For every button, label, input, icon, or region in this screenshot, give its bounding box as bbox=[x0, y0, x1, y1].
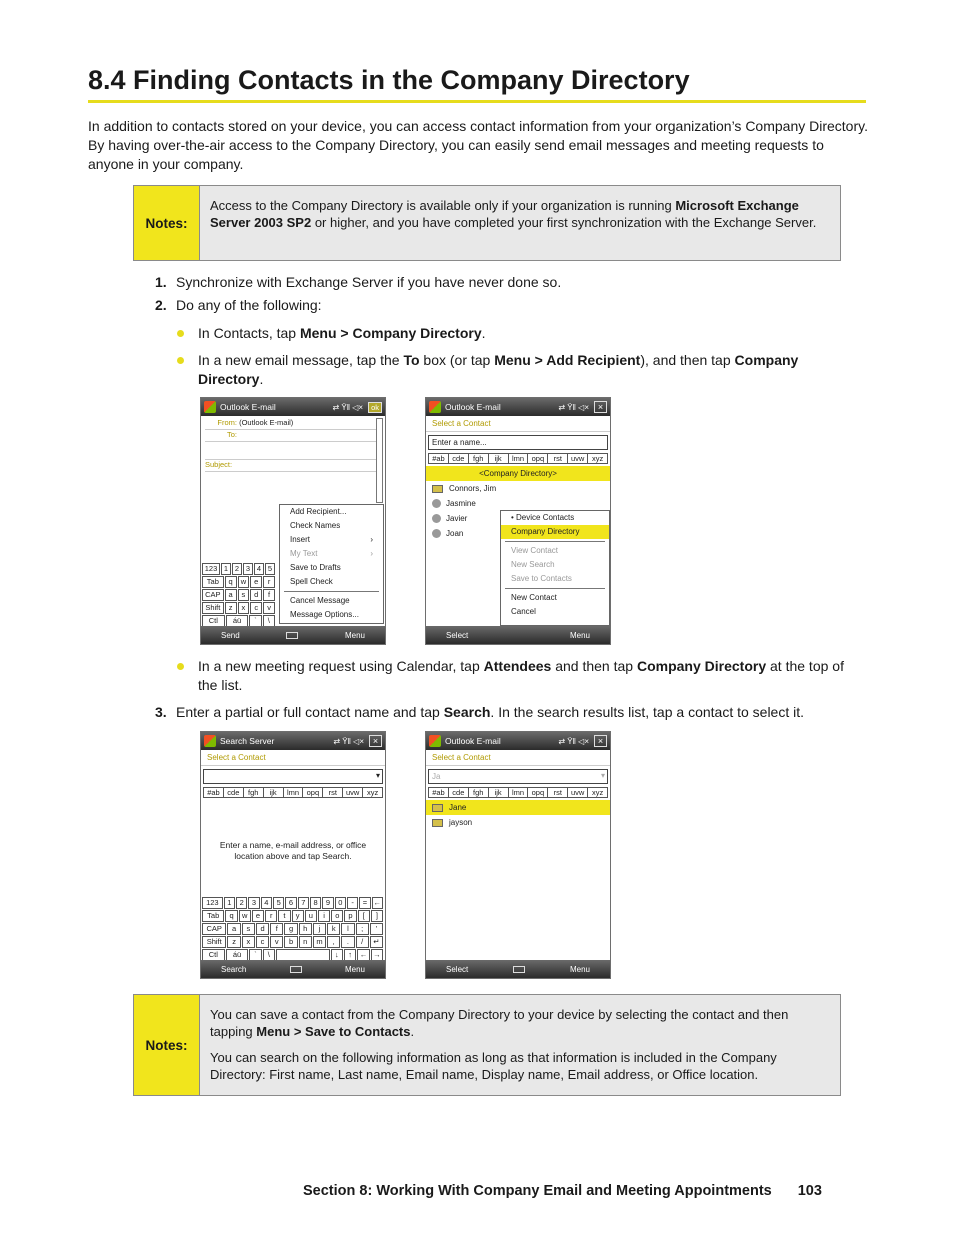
key[interactable]: 2 bbox=[236, 897, 247, 909]
key[interactable]: Shift bbox=[202, 602, 224, 614]
key[interactable]: \ bbox=[263, 949, 275, 961]
t9-key[interactable]: ijk bbox=[489, 788, 509, 797]
key[interactable]: 3 bbox=[248, 897, 259, 909]
t9-key[interactable]: cde bbox=[449, 454, 469, 463]
t9-key[interactable]: lmn bbox=[509, 454, 529, 463]
note-text-part: . bbox=[410, 1023, 415, 1039]
window-title: Outlook E-mail bbox=[445, 402, 501, 412]
key[interactable]: 1 bbox=[224, 897, 235, 909]
key[interactable]: s bbox=[238, 589, 250, 601]
bullet-dot bbox=[177, 357, 184, 364]
key[interactable]: s bbox=[242, 923, 255, 935]
t9-key[interactable]: xyz bbox=[366, 788, 379, 797]
intro-paragraph: In addition to contacts stored on your device, you can access contact information from your organization’s Company Directory. By having over-the-air access to the Company Directory, you can easily send email messages and meeting requests to anyone in your company. bbox=[88, 118, 868, 172]
context-menu bbox=[279, 504, 384, 624]
key[interactable]: Ctl bbox=[202, 949, 225, 961]
t9-key[interactable]: opq bbox=[528, 788, 548, 797]
key[interactable]: ` bbox=[249, 615, 261, 627]
t9-key[interactable]: ijk bbox=[264, 788, 284, 797]
key[interactable]: i bbox=[318, 910, 330, 922]
key[interactable]: 5 bbox=[265, 563, 275, 575]
key[interactable]: w bbox=[238, 576, 250, 588]
key[interactable]: z bbox=[225, 602, 237, 614]
soft-keyboard bbox=[201, 897, 385, 962]
subject-label: Subject: bbox=[205, 460, 233, 469]
title-bar bbox=[201, 398, 385, 416]
step-number: 1. bbox=[155, 274, 167, 290]
menu-item[interactable]: Cancel bbox=[511, 607, 536, 616]
key[interactable]: ← bbox=[357, 949, 369, 961]
menu-softkey[interactable]: Menu bbox=[344, 964, 365, 974]
search-server-input[interactable] bbox=[203, 769, 383, 784]
step-number: 3. bbox=[155, 704, 167, 720]
bullet-bold-text: Attendees bbox=[483, 658, 552, 674]
key[interactable]: 1 bbox=[221, 563, 231, 575]
search-query-input[interactable]: Ja ▾ bbox=[428, 769, 608, 784]
key[interactable]: y bbox=[292, 910, 304, 922]
status-icons: ⇄ Ÿ‖ ◁× bbox=[332, 402, 364, 412]
key[interactable]: q bbox=[225, 576, 237, 588]
t9-key[interactable]: lmn bbox=[284, 788, 304, 797]
contact-card-icon bbox=[432, 804, 443, 812]
key[interactable]: v bbox=[263, 602, 275, 614]
t9-key[interactable]: opq bbox=[303, 788, 323, 797]
t9-key[interactable]: fgh bbox=[244, 788, 264, 797]
menu-item[interactable]: Add Recipient... bbox=[290, 507, 347, 516]
list-item[interactable]: Jasmine bbox=[426, 496, 610, 511]
key[interactable]: k bbox=[327, 923, 340, 935]
close-icon[interactable]: × bbox=[369, 735, 382, 747]
t9-key[interactable]: uvw bbox=[568, 788, 588, 797]
bullet-bold-text: Menu > Company Directory bbox=[299, 325, 482, 341]
key[interactable]: j bbox=[313, 923, 326, 935]
soft-key-bar bbox=[426, 626, 610, 644]
key[interactable]: c bbox=[250, 602, 262, 614]
screenshot-search-results bbox=[425, 731, 611, 979]
bullet-text-part: at the top of the list. bbox=[198, 658, 844, 693]
status-icons: ⇄ Ÿ‖ ◁× bbox=[558, 736, 589, 746]
key[interactable]: a bbox=[227, 923, 240, 935]
key[interactable]: 8 bbox=[310, 897, 321, 909]
key[interactable]: Ctl bbox=[202, 615, 225, 627]
note-text bbox=[200, 995, 840, 1095]
screenshot-search-server bbox=[200, 731, 386, 979]
key[interactable]: ; bbox=[356, 923, 369, 935]
key[interactable]: c bbox=[256, 936, 269, 948]
note-box-1 bbox=[133, 185, 841, 261]
menu-item[interactable]: Spell Check bbox=[290, 577, 333, 586]
soft-key-bar bbox=[426, 960, 610, 978]
key[interactable]: áü bbox=[226, 949, 249, 961]
key[interactable]: 4 bbox=[254, 563, 264, 575]
from-value[interactable]: (Outlook E-mail) bbox=[239, 418, 294, 427]
t9-letter-bar bbox=[428, 453, 608, 464]
key[interactable]: x bbox=[238, 602, 250, 614]
menu-item[interactable]: New Contact bbox=[511, 593, 557, 602]
ok-button[interactable]: ok bbox=[368, 402, 382, 413]
key[interactable]: h bbox=[299, 923, 312, 935]
screenshot-compose-email bbox=[200, 397, 386, 645]
t9-letter-bar bbox=[428, 787, 608, 798]
t9-key[interactable]: #ab bbox=[429, 454, 449, 463]
bullet-dot bbox=[177, 330, 184, 337]
chevron-down-icon[interactable]: ▾ bbox=[600, 771, 605, 780]
t9-key[interactable]: rst bbox=[323, 788, 343, 797]
t9-letter-bar bbox=[203, 787, 383, 798]
step-number: 2. bbox=[155, 297, 167, 313]
t9-key[interactable]: rst bbox=[548, 454, 568, 463]
key[interactable]: r bbox=[263, 576, 275, 588]
bullet-1 bbox=[198, 324, 858, 343]
scrollbar[interactable] bbox=[376, 418, 383, 503]
bullet-text-part: . bbox=[259, 371, 264, 387]
status-icons: ⇄ Ÿ‖ ◁× bbox=[333, 736, 364, 746]
key[interactable]: CAP bbox=[202, 589, 224, 601]
bullet-bold-text: Company Directory bbox=[636, 658, 767, 674]
menu-item[interactable]: Check Names bbox=[290, 521, 341, 530]
chevron-right-icon: › bbox=[370, 549, 373, 558]
contact-person-icon bbox=[432, 499, 441, 508]
bullet-text-part: ), and then tap bbox=[640, 352, 735, 368]
key[interactable]: CAP bbox=[202, 923, 226, 935]
bullet-text-part: In a new meeting request using Calendar, tap bbox=[198, 658, 484, 674]
contact-card-icon bbox=[432, 485, 443, 493]
window-title: Outlook E-mail bbox=[445, 736, 501, 746]
key[interactable]: w bbox=[239, 910, 251, 922]
key[interactable]: ↓ bbox=[331, 949, 343, 961]
company-directory-row[interactable]: <Company Directory> bbox=[426, 466, 610, 481]
title-bar bbox=[426, 732, 610, 750]
key[interactable]: Shift bbox=[202, 936, 226, 948]
key[interactable]: n bbox=[299, 936, 312, 948]
key[interactable]: m bbox=[313, 936, 326, 948]
key[interactable]: ← bbox=[373, 898, 382, 907]
key[interactable]: ↑ bbox=[344, 949, 356, 961]
note-bold-text: Menu > Save to Contacts bbox=[256, 1023, 411, 1039]
key[interactable]: q bbox=[225, 910, 237, 922]
key[interactable]: 0 bbox=[335, 897, 346, 909]
soft-key-bar bbox=[201, 626, 385, 644]
list-item[interactable]: Connors, Jim bbox=[426, 481, 610, 496]
soft-key-bar bbox=[201, 960, 385, 978]
key[interactable]: z bbox=[227, 936, 240, 948]
status-icons: ⇄ Ÿ‖ ◁× bbox=[558, 402, 589, 412]
contact-person-icon bbox=[432, 529, 441, 538]
key[interactable]: a bbox=[225, 589, 237, 601]
key[interactable]: ] bbox=[371, 910, 383, 922]
t9-key[interactable]: uvw bbox=[343, 788, 363, 797]
page-number: 103 bbox=[797, 1183, 822, 1199]
bullet-icon: • bbox=[511, 513, 517, 522]
key[interactable]: g bbox=[284, 923, 297, 935]
t9-key[interactable]: ijk bbox=[489, 454, 509, 463]
menu-separator bbox=[505, 541, 605, 542]
list-item[interactable]: jayson bbox=[426, 815, 610, 830]
window-title: Outlook E-mail bbox=[220, 402, 276, 412]
key[interactable]: t bbox=[278, 910, 290, 922]
menu-softkey[interactable]: Menu bbox=[344, 630, 365, 640]
step-text: Do any of the following: bbox=[176, 297, 322, 313]
soft-keyboard bbox=[201, 563, 277, 628]
key[interactable]: Tab bbox=[202, 910, 224, 922]
key[interactable]: x bbox=[242, 936, 255, 948]
key[interactable]: 4 bbox=[261, 897, 272, 909]
windows-logo-icon bbox=[429, 735, 441, 747]
key[interactable]: Tab bbox=[202, 576, 224, 588]
key[interactable]: [ bbox=[358, 910, 370, 922]
bullet-bold-text: Company Directory bbox=[198, 352, 799, 387]
key[interactable]: 123 bbox=[202, 563, 220, 575]
key[interactable]: ` bbox=[249, 949, 261, 961]
menu-separator bbox=[505, 588, 605, 589]
menu-softkey[interactable]: Menu bbox=[569, 630, 590, 640]
screenshot-select-contact-menu bbox=[425, 397, 611, 645]
windows-logo-icon bbox=[204, 735, 216, 747]
list-item[interactable]: Joan bbox=[426, 526, 610, 541]
screen-header: Select a Contact bbox=[426, 416, 610, 432]
bullet-text-part: box (or tap bbox=[419, 352, 495, 368]
t9-key[interactable]: xyz bbox=[591, 788, 604, 797]
t9-key[interactable]: xyz bbox=[591, 454, 604, 463]
window-title: Search Server bbox=[220, 736, 275, 746]
t9-key[interactable]: rst bbox=[548, 788, 568, 797]
bullet-bold-text: To bbox=[403, 352, 420, 368]
menu-item[interactable]: My Text › bbox=[290, 549, 373, 558]
key[interactable]: e bbox=[250, 576, 262, 588]
bullet-text-part: In a new email message, tap the bbox=[198, 352, 404, 368]
bullet-bold-text: Menu > Add Recipient bbox=[494, 352, 641, 368]
page-title: 8.4 Finding Contacts in the Company Directory bbox=[88, 62, 866, 103]
key[interactable]: l bbox=[341, 923, 354, 935]
note-text bbox=[200, 186, 840, 260]
key[interactable]: / bbox=[356, 936, 369, 948]
key[interactable]: d bbox=[256, 923, 269, 935]
context-menu bbox=[500, 510, 610, 626]
close-icon[interactable]: × bbox=[594, 401, 607, 413]
key[interactable]: o bbox=[331, 910, 343, 922]
menu-item[interactable]: Insert › bbox=[290, 535, 373, 544]
bullet-dot bbox=[177, 663, 184, 670]
bullet-3 bbox=[198, 657, 858, 695]
key[interactable]: 123 bbox=[202, 897, 223, 909]
select-softkey[interactable]: Select bbox=[446, 964, 469, 974]
key[interactable]: 5 bbox=[273, 897, 284, 909]
contact-card-icon bbox=[432, 819, 443, 827]
note-text-part: Access to the Company Directory is available only if your organization is running bbox=[210, 198, 676, 213]
send-softkey[interactable]: Send bbox=[221, 630, 240, 640]
key[interactable]: 3 bbox=[243, 563, 253, 575]
chevron-down-icon[interactable]: ▾ bbox=[375, 771, 380, 780]
t9-key[interactable]: #ab bbox=[204, 788, 224, 797]
t9-key[interactable]: lmn bbox=[509, 788, 529, 797]
bullet-2 bbox=[198, 351, 858, 389]
key[interactable]: ↵ bbox=[370, 936, 383, 948]
t9-key[interactable]: fgh bbox=[469, 788, 489, 797]
list-item[interactable]: Javier bbox=[426, 511, 610, 526]
key[interactable]: 9 bbox=[322, 897, 333, 909]
key[interactable]: d bbox=[250, 589, 262, 601]
note-text-part: You can save a contact from the Company Directory to your device by selecting the contact and then tapping bbox=[210, 1007, 789, 1039]
key[interactable]: p bbox=[344, 910, 356, 922]
page-footer bbox=[303, 1183, 822, 1199]
key[interactable]: e bbox=[252, 910, 264, 922]
windows-logo-icon bbox=[204, 401, 216, 413]
t9-key[interactable]: uvw bbox=[568, 454, 588, 463]
note-label: Notes: bbox=[134, 186, 200, 260]
bullet-text-part: In Contacts, tap bbox=[198, 325, 300, 341]
menu-item[interactable]: Save to Drafts bbox=[290, 563, 341, 572]
t9-key[interactable]: cde bbox=[224, 788, 244, 797]
contact-person-icon bbox=[432, 514, 441, 523]
menu-item[interactable]: Company Directory bbox=[501, 525, 609, 539]
menu-item[interactable]: View Contact bbox=[511, 546, 558, 555]
key[interactable]: 2 bbox=[232, 563, 242, 575]
search-softkey[interactable]: Search bbox=[221, 964, 247, 974]
key[interactable]: f bbox=[270, 923, 283, 935]
screen-header: Select a Contact bbox=[201, 750, 385, 766]
menu-item[interactable]: Cancel Message bbox=[290, 596, 350, 605]
key[interactable]: = bbox=[359, 897, 370, 909]
windows-logo-icon bbox=[429, 401, 441, 413]
note-label: Notes: bbox=[134, 995, 200, 1095]
keyboard-icon[interactable] bbox=[290, 966, 302, 973]
key[interactable]: ' bbox=[370, 923, 383, 935]
note-text-part: or higher, and you have completed your first synchronization with the Exchange Server. bbox=[311, 214, 817, 230]
note-text-part: You can search on the following information as long as that information is included in the Company Directory: First name, Last name, Email name, Display name, Email address, or Office location. bbox=[210, 1050, 777, 1082]
note-bold-text: Microsoft Exchange Server 2003 SP2 bbox=[210, 198, 799, 230]
menu-item[interactable]: Message Options... bbox=[290, 610, 359, 619]
t9-key[interactable]: fgh bbox=[469, 454, 489, 463]
search-instructions: Enter a name, e-mail address, or office location above and tap Search. bbox=[219, 840, 367, 861]
t9-key[interactable]: opq bbox=[528, 454, 548, 463]
menu-softkey[interactable]: Menu bbox=[569, 964, 590, 974]
note-box-2 bbox=[133, 994, 841, 1096]
menu-item[interactable]: • Device Contacts bbox=[511, 513, 575, 522]
menu-item[interactable]: New Search bbox=[511, 560, 555, 569]
title-bar bbox=[426, 398, 610, 416]
contact-search-input[interactable]: Enter a name... bbox=[428, 435, 608, 450]
close-icon[interactable]: × bbox=[594, 735, 607, 747]
t9-key[interactable]: #ab bbox=[429, 788, 449, 797]
key[interactable]: v bbox=[270, 936, 283, 948]
step-text: Synchronize with Exchange Server if you have never done so. bbox=[176, 274, 562, 290]
key[interactable]: , bbox=[327, 936, 340, 948]
keyboard-icon[interactable] bbox=[286, 632, 298, 639]
key[interactable]: b bbox=[284, 936, 297, 948]
footer-section: Section 8: Working With Company Email and Meeting Appointments bbox=[303, 1183, 772, 1199]
t9-key[interactable]: cde bbox=[449, 788, 469, 797]
menu-separator bbox=[284, 591, 379, 592]
to-label: To: bbox=[226, 430, 237, 439]
key[interactable]: → bbox=[371, 949, 383, 961]
step-text: Enter a partial or full contact name and tap Search. In the search results list, tap a contact to select it. bbox=[176, 704, 805, 720]
keyboard-icon[interactable] bbox=[513, 966, 525, 973]
select-softkey[interactable]: Select bbox=[446, 630, 469, 640]
key[interactable]: r bbox=[265, 910, 277, 922]
key[interactable]: . bbox=[341, 936, 354, 948]
key[interactable]: 6 bbox=[285, 897, 296, 909]
from-label: From: bbox=[217, 418, 237, 427]
key[interactable]: \ bbox=[263, 615, 275, 627]
menu-item[interactable]: Save to Contacts bbox=[511, 574, 572, 583]
bullet-text-part: and then tap bbox=[551, 658, 637, 674]
key[interactable]: f bbox=[263, 589, 275, 601]
title-bar bbox=[201, 732, 385, 750]
bullet-text-part: . bbox=[481, 325, 486, 341]
key[interactable]: u bbox=[305, 910, 317, 922]
screen-header: Select a Contact bbox=[426, 750, 610, 766]
key[interactable]: 7 bbox=[298, 897, 309, 909]
list-item[interactable]: Jane bbox=[426, 800, 610, 815]
key[interactable]: áü bbox=[226, 615, 249, 627]
chevron-right-icon: › bbox=[370, 535, 373, 544]
key[interactable]: - bbox=[347, 897, 358, 909]
